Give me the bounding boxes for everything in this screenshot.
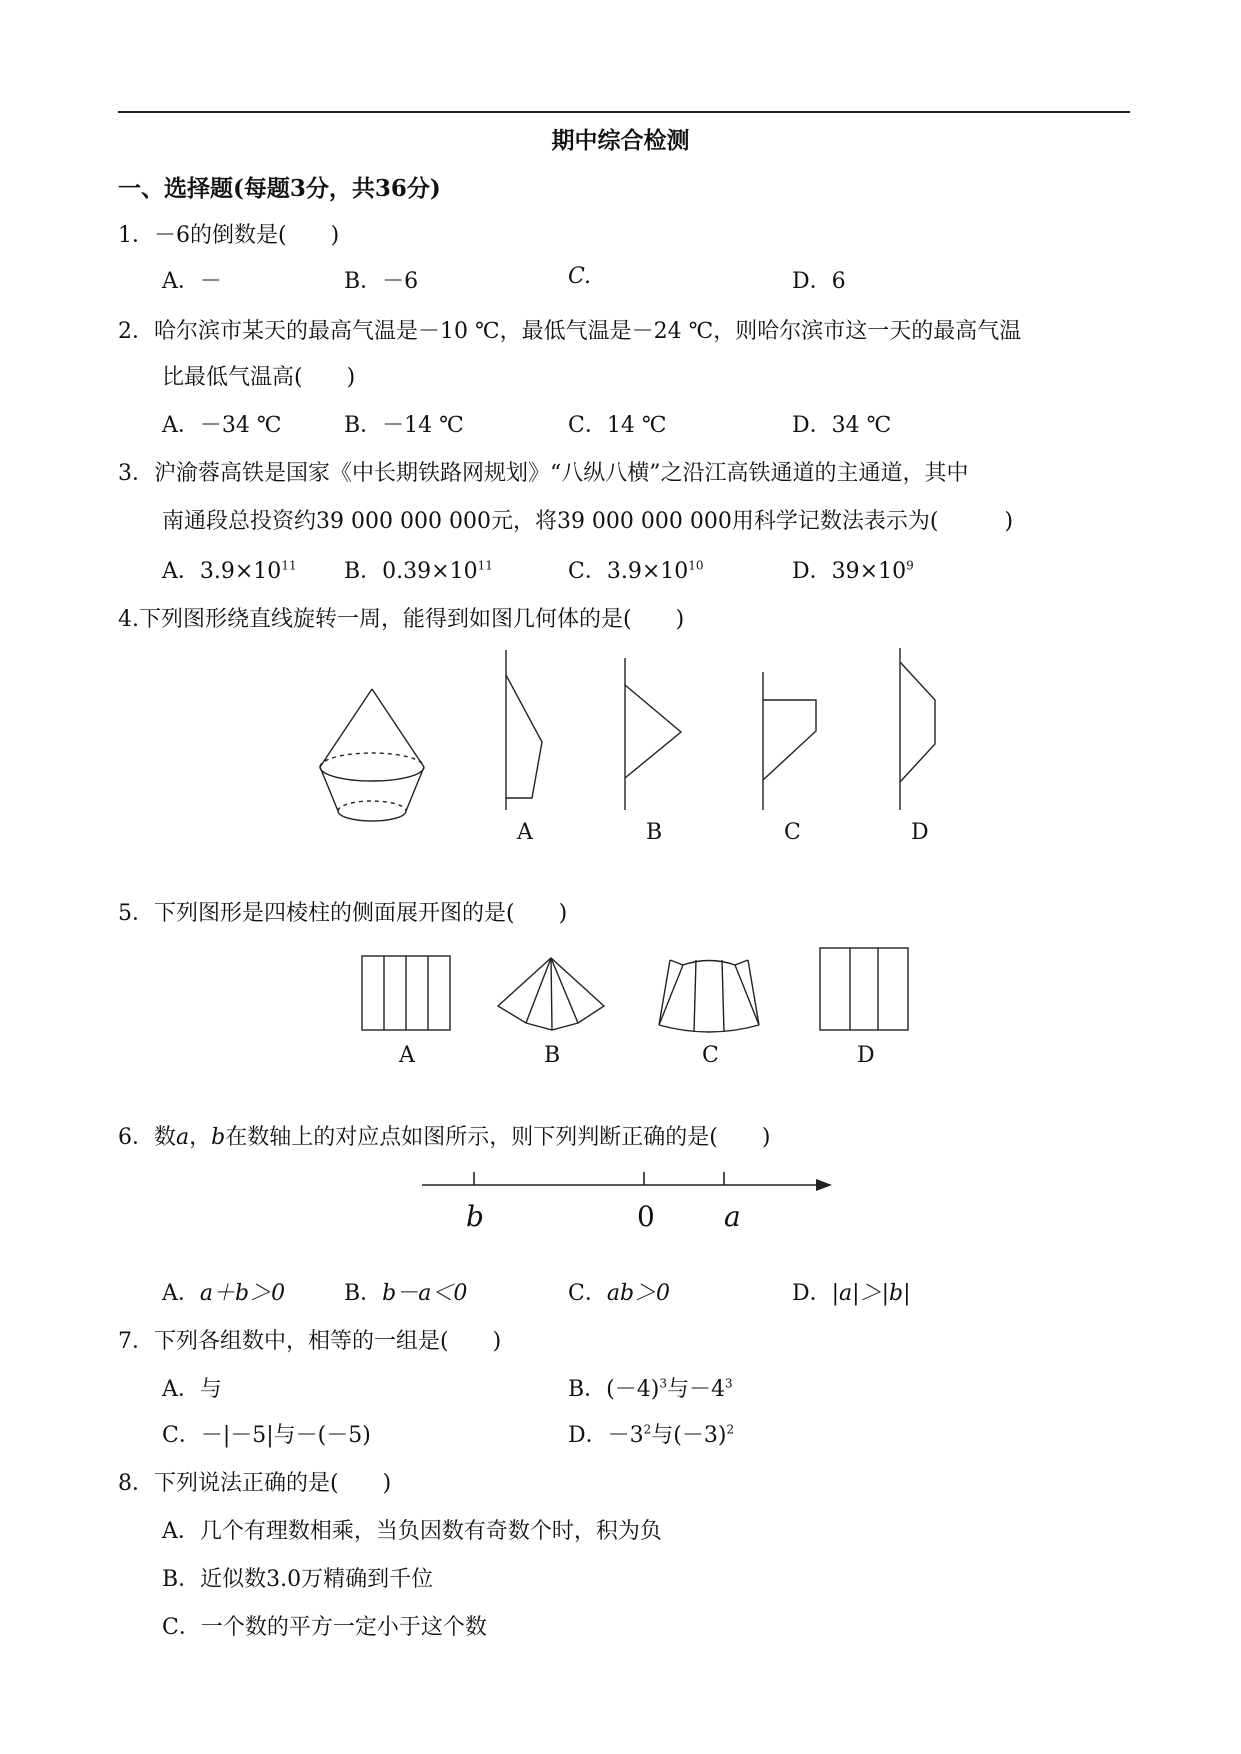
q4-label-c: C — [784, 820, 801, 845]
q5-label-c: C — [702, 1043, 719, 1068]
q4-label-d: D — [911, 820, 929, 845]
section-heading: 一、选择题(每题3分，共36分) — [118, 175, 441, 202]
q5-label-b: B — [544, 1043, 561, 1068]
q8-option-c: C．一个数的平方一定小于这个数 — [162, 1615, 487, 1640]
q1-option-c: C. — [568, 264, 592, 289]
page-title: 期中综合检测 — [551, 127, 690, 154]
q3-stem-line1: 3．沪渝蓉高铁是国家《中长期铁路网规划》“八纵八横”之沿江高铁通道的主通道，其中 — [118, 461, 969, 486]
q3-stem-line2: 南通段总投资约39 000 000 000元，将39 000 000 000用科学记数法表示为( ) — [162, 509, 1014, 534]
q5-figure-a — [362, 956, 450, 1030]
q6-option-b: B．b－a＜0 — [344, 1281, 468, 1306]
q2-option-b: B．－14 ℃ — [344, 413, 464, 438]
q5-stem: 5．下列图形是四棱柱的侧面展开图的是( ) — [118, 901, 568, 926]
q6-axis-label-a: a — [724, 1200, 741, 1233]
q4-figure-c — [763, 672, 816, 810]
q3-option-c: C．$3.9\times 10^{10}$ — [568, 558, 704, 584]
q6-stem: 6．数a，b在数轴上的对应点如图所示，则下列判断正确的是( ) — [118, 1125, 771, 1150]
q5-label-a: A — [399, 1043, 415, 1068]
q4-solid-figure — [320, 689, 424, 821]
q5-figure-c — [659, 960, 759, 1032]
q1-option-b: B．－6 — [344, 269, 419, 294]
q4-figure-b — [625, 658, 681, 810]
q8-option-a: A．几个有理数相乘，当负因数有奇数个时，积为负 — [162, 1519, 662, 1544]
q4-figure-a — [506, 650, 542, 810]
q8-option-b: B．近似数3.0万精确到千位 — [162, 1567, 434, 1592]
q7-option-c: C．－|－5|与－(－5) — [162, 1423, 371, 1448]
q4-stem: 4.下列图形绕直线旋转一周，能得到如图几何体的是( ) — [118, 607, 685, 632]
q2-option-a: A．－34 ℃ — [162, 413, 282, 438]
q6-option-d: D．|a|＞|b| — [792, 1281, 911, 1306]
q6-axis-label-zero: 0 — [637, 1200, 655, 1233]
q7-option-b: B．$(-4)^3$与$-4^3$ — [568, 1376, 733, 1402]
q2-option-d: D．34 ℃ — [792, 413, 892, 438]
q3-option-a: A．$3.9\times 10^{11}$ — [162, 558, 297, 584]
q1-option-a: A．－ — [162, 269, 222, 294]
q8-stem: 8．下列说法正确的是( ) — [118, 1471, 392, 1496]
q7-option-a: A．与 — [162, 1377, 222, 1402]
q4-figure-d — [900, 648, 935, 810]
q5-figures — [0, 930, 1241, 1050]
q5-figure-b — [498, 958, 604, 1030]
q2-option-c: C．14 ℃ — [568, 413, 667, 438]
q4-figures — [0, 640, 1241, 860]
q4-label-a: A — [517, 820, 533, 845]
q3-option-b: B．$0.39\times 10^{11}$ — [344, 558, 493, 584]
q1-option-d: D．6 — [792, 269, 846, 294]
q6-option-c: C．ab＞0 — [568, 1281, 671, 1306]
header-rule — [118, 111, 1130, 113]
q2-stem-line2: 比最低气温高( ) — [162, 365, 356, 390]
q3-option-d: D．$39\times 10^9$ — [792, 558, 914, 584]
q6-number-line — [0, 1160, 1241, 1240]
q6-option-a: A．a＋b＞0 — [162, 1281, 286, 1306]
q1-stem: 1．－6的倒数是( ) — [118, 223, 340, 248]
q6-axis-label-b: b — [466, 1200, 484, 1233]
q7-stem: 7．下列各组数中，相等的一组是( ) — [118, 1329, 502, 1354]
q2-stem-line1: 2．哈尔滨市某天的最高气温是－10 ℃，最低气温是－24 ℃，则哈尔滨市这一天的最高气温 — [118, 319, 1022, 344]
q4-label-b: B — [646, 820, 663, 845]
q5-figure-d — [820, 948, 908, 1030]
q5-label-d: D — [857, 1043, 875, 1068]
q7-option-d: D．$-3^2$与$(-3)^2$ — [568, 1422, 735, 1448]
